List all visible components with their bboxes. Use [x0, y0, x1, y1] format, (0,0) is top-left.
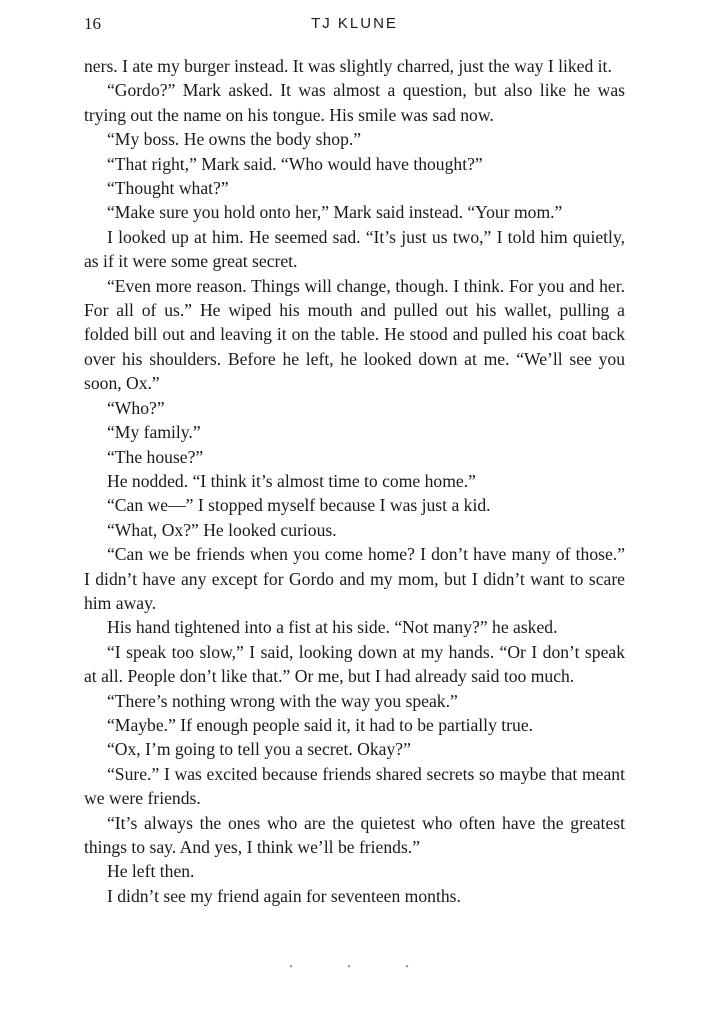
paragraph: “Ox, I’m going to tell you a secret. Okay?” — [107, 739, 411, 760]
paragraph: “Maybe.” If enough people said it, it had to be partially true. — [107, 714, 534, 735]
page-number: 16 — [84, 14, 101, 33]
paragraph: “Make sure you hold onto her,” Mark said instead. “Your mom.” — [107, 202, 563, 223]
paragraph: ners. I ate my burger instead. It was slightly charred, just the way I liked it. — [84, 56, 612, 76]
paragraph: “The house?” — [107, 446, 204, 467]
running-header — [84, 12, 625, 36]
author-name: TJ KLUNE — [311, 15, 398, 32]
paragraph: “I speak too slow,” I said, looking down at my hands. “Or I don’t speak at all. People don’t like that.” Or me, but I had already said too much. — [84, 641, 625, 687]
paragraph: I looked up at him. He seemed sad. “It’s just us two,” I told him quietly, as if it were some great secret. — [84, 226, 625, 272]
paragraph: “Thought what?” — [107, 178, 229, 199]
paragraph: “Can we be friends when you come home? I don’t have many of those.” I didn’t have any except for Gordo and my mom, but I didn’t want to scare him away. — [84, 544, 625, 613]
paragraph: “That right,” Mark said. “Who would have thought?” — [107, 153, 483, 174]
paragraph: “What, Ox?” He looked curious. — [107, 519, 337, 540]
paragraph: He nodded. “I think it’s almost time to come home.” — [107, 470, 476, 491]
paragraph: “Even more reason. Things will change, though. I think. For you and her. For all of us.” He wiped his mouth and pulled out his wallet, pulling a folded bill out and leaving it on the table. He stood and pulled his coat back over his shoulders. Before he left, he looked down at me. “We’ll see you soon, Ox.” — [84, 275, 625, 394]
paragraph: “There’s nothing wrong with the way you speak.” — [107, 690, 458, 711]
paragraph: “Who?” — [107, 397, 165, 418]
paragraph: “Can we—” I stopped myself because I was just a kid. — [107, 495, 491, 516]
paragraph: “It’s always the ones who are the quietest who often have the greatest things to say. And yes, I think we’ll be friends.” — [84, 812, 625, 857]
paragraph: “Sure.” I was excited because friends shared secrets so maybe that meant we were friends. — [84, 763, 625, 809]
paragraph: “My family.” — [107, 422, 201, 443]
paragraph: “My boss. He owns the body shop.” — [107, 129, 362, 150]
section-break-ornament: • • • — [289, 962, 435, 973]
paragraph: He left then. — [107, 861, 195, 882]
paragraph: I didn’t see my friend again for seventeen months. — [107, 885, 461, 906]
body-text — [84, 54, 625, 908]
paragraph: His hand tightened into a fist at his side. “Not many?” he asked. — [107, 617, 558, 638]
paragraph: “Gordo?” Mark asked. It was almost a question, but also like he was trying out the name on his tongue. His smile was sad now. — [84, 80, 625, 125]
